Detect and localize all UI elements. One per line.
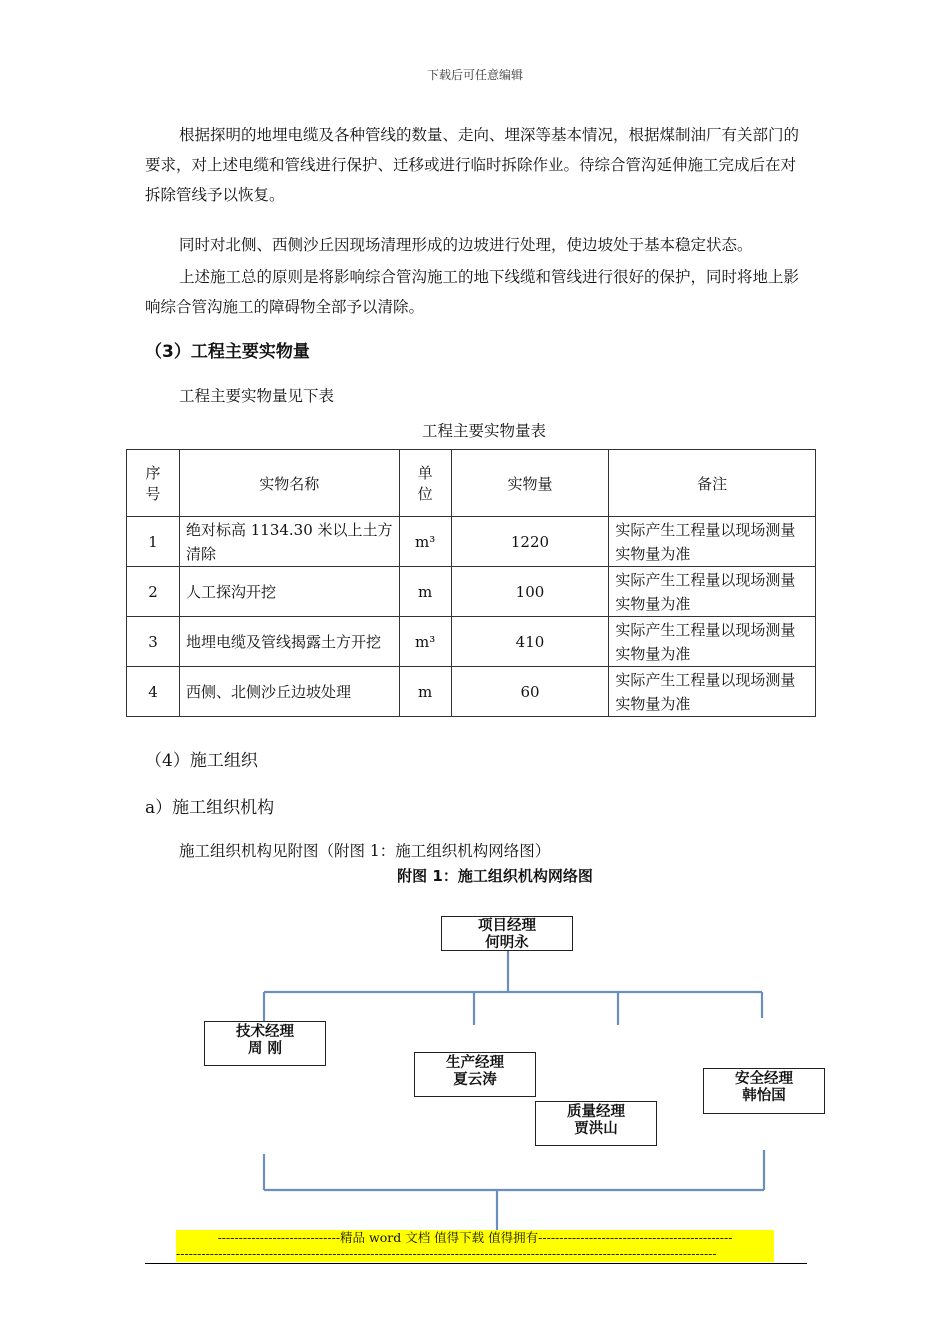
footer-watermark xyxy=(176,1230,774,1262)
figure-title: 附图 1：施工组织机构网络图 xyxy=(397,867,593,885)
table-caption: 工程主要实物量表 xyxy=(421,422,546,440)
subsection-a-title: a）施工组织机构 xyxy=(145,798,275,818)
header-note: 下载后可任意编辑 xyxy=(426,68,523,82)
org-person: 韩怡国 xyxy=(742,1088,786,1104)
section-3-title: （3）工程主要实物量 xyxy=(145,342,310,362)
org-person: 夏云涛 xyxy=(453,1072,497,1088)
header-name: 实物名称 xyxy=(179,450,399,517)
header-no: 序号 xyxy=(127,450,180,517)
footer-line-2: -------------------------------------------------------------------------------------------------------------------------------- xyxy=(176,1246,717,1261)
paragraph-3: 上述施工总的原则是将影响综合管沟施工的地下线缆和管线进行很好的保护，同时将地上影响综合管沟施工的障碍物全部予以清除。 xyxy=(145,268,800,316)
org-role: 生产经理 xyxy=(446,1055,504,1071)
cell-name: 西侧、北侧沙丘边坡处理 xyxy=(179,667,399,717)
paragraph-2: 同时对北侧、西侧沙丘因现场清理形成的边坡进行处理，使边坡处于基本稳定状态。 xyxy=(179,236,753,254)
cell-qty: 100 xyxy=(451,567,609,617)
footer-divider xyxy=(145,1263,807,1264)
table-intro: 工程主要实物量见下表 xyxy=(179,387,335,405)
org-box-project-manager xyxy=(441,916,573,951)
cell-name: 绝对标高 1134.30 米以上土方清除 xyxy=(179,517,399,567)
org-role: 安全经理 xyxy=(735,1071,793,1087)
cell-no: 2 xyxy=(127,567,180,617)
cell-name: 人工探沟开挖 xyxy=(179,567,399,617)
header-unit: 单位 xyxy=(399,450,451,517)
cell-qty: 60 xyxy=(451,667,609,717)
org-person: 何明永 xyxy=(485,935,529,951)
cell-unit: m xyxy=(399,567,451,617)
header-note: 备注 xyxy=(609,450,816,517)
org-role: 质量经理 xyxy=(567,1104,625,1120)
org-intro: 施工组织机构见附图（附图 1：施工组织机构网络图） xyxy=(179,842,551,860)
cell-unit: m xyxy=(399,667,451,717)
org-box-production-manager xyxy=(414,1052,536,1097)
cell-note: 实际产生工程量以现场测量实物量为准 xyxy=(609,517,816,567)
org-person: 贾洪山 xyxy=(574,1121,618,1137)
cell-no: 4 xyxy=(127,667,180,717)
org-box-technical-manager xyxy=(204,1021,326,1066)
cell-note: 实际产生工程量以现场测量实物量为准 xyxy=(609,567,816,617)
cell-qty: 410 xyxy=(451,617,609,667)
org-box-safety-manager xyxy=(703,1068,825,1114)
cell-unit: m³ xyxy=(399,517,451,567)
footer-line-1: -----------------------------精品 word 文档 值得下载 值得拥有---------------------------------------------- xyxy=(217,1230,733,1245)
cell-unit: m³ xyxy=(399,617,451,667)
cell-no: 3 xyxy=(127,617,180,667)
paragraph-1: 根据探明的地埋电缆及各种管线的数量、走向、埋深等基本情况，根据煤制油厂有关部门的要求，对上述电缆和管线进行保护、迁移或进行临时拆除作业。待综合管沟延伸施工完成后在对拆除管线予以恢复。 xyxy=(145,126,800,204)
org-box-quality-manager xyxy=(535,1101,657,1146)
cell-note: 实际产生工程量以现场测量实物量为准 xyxy=(609,617,816,667)
cell-qty: 1220 xyxy=(451,517,609,567)
org-person: 周 刚 xyxy=(247,1041,283,1057)
org-role: 技术经理 xyxy=(236,1024,294,1040)
header-qty: 实物量 xyxy=(451,450,609,517)
cell-note: 实际产生工程量以现场测量实物量为准 xyxy=(609,667,816,717)
cell-name: 地埋电缆及管线揭露土方开挖 xyxy=(179,617,399,667)
cell-no: 1 xyxy=(127,517,180,567)
section-4-title: （4）施工组织 xyxy=(145,751,258,771)
org-role: 项目经理 xyxy=(478,918,536,934)
